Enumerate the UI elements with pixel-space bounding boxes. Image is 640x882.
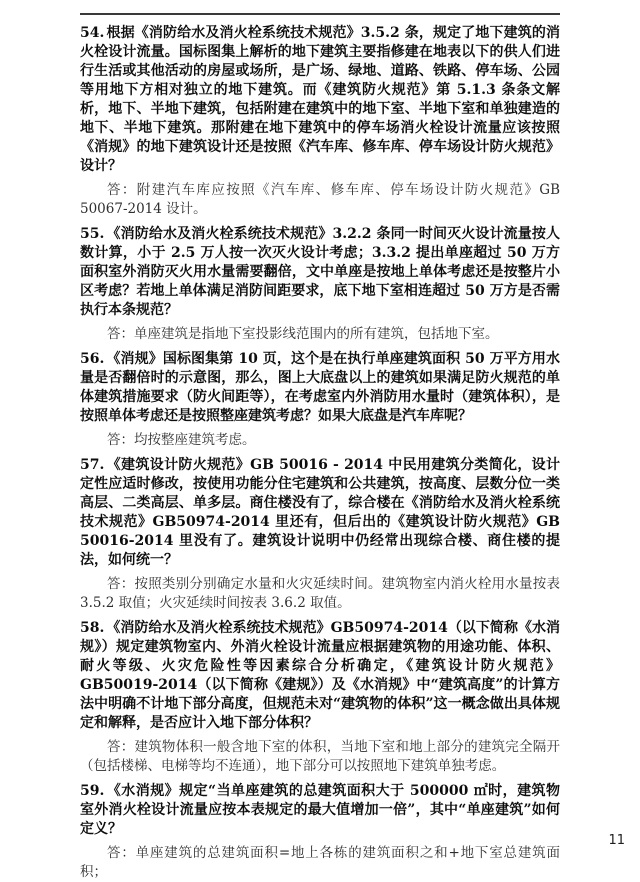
qa-item-55: [80, 225, 560, 344]
question-body: 《消规》国标图集第 10 页，这个是在执行单座建筑面积 50 万平方用水量是否翻倍时的示意图，那么，图上大底盘以上的建筑如果满足防火规范的单体建筑措施要求（防火间距等），在考虑室内外消防用水量时（建筑体积），是按照单体考虑还是按照整座建筑考虑？如果大底盘是汽车库呢？: [80, 351, 560, 424]
qa-item-59: [80, 782, 560, 882]
question-body: 《建筑设计防火规范》GB 50016 - 2014 中民用建筑分类简化，设计定性应适时修改，按使用功能分住宅建筑和公共建筑，按高度、层数分位一类高层、二类高层、单多层。商住楼没有了，综合楼在《消防给水及消火栓系统技术规范》GB50974-2014 里还有，但后出的《建筑设计防火规范》GB 50016-2014 里没有了。建筑设计说明中仍经常出现综合楼、商住楼的提法，如何统一？: [80, 457, 560, 568]
question-number: 54.: [80, 25, 105, 41]
qa-item-57: [80, 456, 560, 613]
question-body: 《消防给水及消火栓系统技术规范》GB50974-2014（以下简称《水消规》）规定建筑物室内、外消火栓设计流量应根据建筑物的用途功能、体积、耐火等级、火灾危险性等因素综合分析确定，《建筑设计防火规范》GB50019-2014（以下简称《建规》）及《水消规》中“建筑高度”的计算方法中明确不计地下部分高度，但规范未对“建筑物的体积”这一概念做出具体规定和解释，是否应计入地下部分体积？: [80, 620, 560, 731]
question-number: 59.: [80, 783, 105, 799]
page-number: 11: [608, 833, 625, 848]
text-column: [80, 13, 560, 882]
question-body: 根据《消防给水及消火栓系统技术规范》3.5.2 条，规定了地下建筑的消火栓设计流量。国标图集上解析的地下建筑主要指修建在地表以下的供人们进行生活或其他活动的房屋或场所，是广场、绿地、道路、铁路、停车场、公园等用地下方相对独立的地下建筑。而《建筑防火规范》第 5.1.3 条条文解析，地下、半地下建筑，包括附建在建筑中的地下室、半地下室和单独建造的地下、半地下建筑。那附建在地下建筑中的停车场消火栓设计流量应该按照《消规》的地下建筑设计还是按照《汽车库、修车库、停车场设计防火规范》设计？: [80, 25, 560, 174]
qa-item-58: [80, 619, 560, 776]
question-text: [80, 619, 560, 733]
answer-text: 答：均按整座建筑考虑。: [107, 432, 256, 448]
question-number: 57.: [80, 457, 105, 473]
question-body: 《水消规》规定“当单座建筑的总建筑面积大于 500000 ㎡时，建筑物室外消火栓设计流量应按本表规定的最大值增加一倍”，其中“单座建筑”如何定义？: [80, 783, 560, 837]
question-text: [80, 24, 560, 176]
question-text: [80, 782, 560, 839]
answer-text: 答：单座建筑的总建筑面积=地上各栋的建筑面积之和+地下室总建筑面积；: [80, 845, 560, 880]
question-text: [80, 225, 560, 320]
qa-item-54: [80, 24, 560, 219]
header-rule: [80, 13, 560, 15]
question-text: [80, 456, 560, 570]
answer-text: 答：单座建筑是指地下室投影线范围内的所有建筑，包括地下室。: [107, 326, 499, 342]
answer-text: 答：附建汽车库应按照《汽车库、修车库、停车场设计防火规范》GB 50067-2014 设计。: [80, 182, 560, 217]
qa-item-56: [80, 350, 560, 450]
question-body: 《消防给水及消火栓系统技术规范》3.2.2 条同一时间灭火设计流量按人数计算，小于 2.5 万人按一次灭火设计考虑；3.3.2 提出单座超过 50 万方面积室外消防灭火用水量需要翻倍，文中单座是按地上单体考虑还是按整片小区考虑？若地上单体满足消防间距要求，底下地下室相连超过 50 万方是否需执行本条规范？: [80, 226, 560, 318]
question-number: 55.: [80, 226, 105, 242]
question-number: 58.: [80, 620, 105, 636]
question-text: [80, 350, 560, 426]
answer-text: 答：建筑物体积一般含地下室的体积，当地下室和地上部分的建筑完全隔开（包括楼梯、电梯等均不连通），地下部分可以按照地下建筑单独考虑。: [80, 739, 560, 774]
question-number: 56.: [80, 351, 105, 367]
answer-text: 答：按照类别分别确定水量和火灾延续时间。建筑物室内消火栓用水量按表 3.5.2 取值；火灾延续时间按表 3.6.2 取值。: [80, 576, 560, 611]
